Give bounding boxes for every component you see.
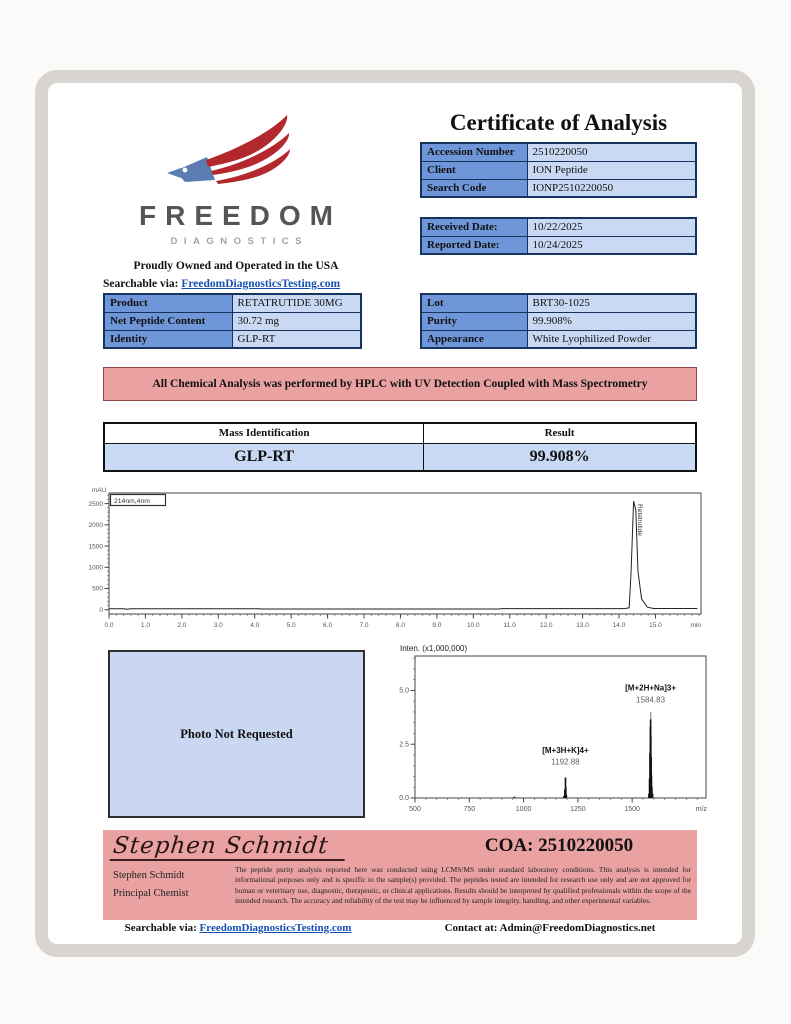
mass-identification-table	[103, 422, 697, 472]
product-table	[103, 293, 362, 349]
svg-text:Retatrutide: Retatrutide	[636, 504, 644, 536]
table-header-row	[104, 423, 696, 443]
product-label: Net Peptide Content	[104, 312, 232, 330]
svg-text:mAU: mAU	[92, 487, 107, 494]
logo-subname: DIAGNOSTICS	[170, 236, 308, 247]
svg-text:12.0: 12.0	[539, 622, 553, 629]
svg-text:14.0: 14.0	[612, 622, 626, 629]
lot-value: BRT30-1025	[527, 294, 696, 312]
date-value: 10/22/2025	[527, 218, 696, 236]
svg-text:1584.83: 1584.83	[636, 695, 666, 705]
svg-text:Inten. (x1,000,000): Inten. (x1,000,000)	[400, 644, 468, 653]
info-label: Accession Number	[421, 143, 527, 161]
product-value: RETATRUTIDE 30MG	[232, 294, 361, 312]
svg-text:750: 750	[463, 806, 476, 813]
svg-text:1250: 1250	[570, 806, 586, 813]
date-label: Received Date:	[421, 218, 527, 236]
accession-info-table	[420, 142, 697, 198]
logo-block	[110, 110, 362, 247]
mass-id-value: GLP-RT	[104, 443, 424, 471]
svg-text:0: 0	[99, 606, 103, 614]
logo-name: FREEDOM	[139, 200, 342, 231]
signer-name: Stephen Schmidt	[113, 870, 185, 881]
svg-text:1000: 1000	[88, 564, 103, 572]
searchable-link-top[interactable]: FreedomDiagnosticsTesting.com	[181, 278, 341, 290]
table-row	[421, 161, 696, 179]
svg-text:[M+2H+Na]3+: [M+2H+Na]3+	[625, 683, 677, 693]
lot-value: 99.908%	[527, 312, 696, 330]
svg-text:1500: 1500	[624, 806, 640, 813]
signature-script: Stephen Schmidt	[110, 833, 348, 861]
svg-text:10.0: 10.0	[466, 622, 480, 629]
page-title: Certificate of Analysis	[449, 110, 668, 135]
date-label: Reported Date:	[421, 236, 527, 254]
analysis-method-banner: All Chemical Analysis was performed by HPLC with UV Detection Coupled with Mass Spectrometry	[103, 367, 697, 401]
svg-text:7.0: 7.0	[359, 622, 369, 629]
svg-text:2000: 2000	[88, 522, 103, 530]
svg-text:2.0: 2.0	[177, 622, 187, 629]
footer-search-label: Searchable via:	[124, 922, 197, 934]
svg-text:2500: 2500	[88, 500, 103, 508]
chromatogram-chart	[88, 486, 704, 638]
footer-search-link[interactable]: FreedomDiagnosticsTesting.com	[199, 922, 352, 934]
svg-text:0.0: 0.0	[399, 795, 409, 803]
table-row	[421, 236, 696, 254]
table-row	[104, 294, 361, 312]
svg-text:15.0: 15.0	[649, 622, 662, 629]
table-row	[421, 143, 696, 161]
footer-contact	[393, 922, 707, 934]
info-value: IONP2510220050	[527, 179, 696, 197]
info-label: Client	[421, 161, 527, 179]
svg-text:[M+3H+K]4+: [M+3H+K]4+	[542, 745, 589, 755]
spectrum-svg	[398, 642, 710, 820]
table-row	[421, 330, 696, 348]
svg-text:214nm,4nm: 214nm,4nm	[114, 498, 150, 505]
lot-label: Appearance	[421, 330, 527, 348]
coa-number: COA: 2510220050	[484, 835, 634, 856]
svg-text:1500: 1500	[88, 543, 103, 551]
table-row	[421, 218, 696, 236]
svg-text:500: 500	[409, 806, 421, 813]
svg-text:8.0: 8.0	[395, 622, 405, 629]
svg-text:11.0: 11.0	[503, 622, 516, 629]
signature-section	[103, 830, 697, 920]
chromatogram-svg	[88, 486, 704, 638]
svg-text:min: min	[690, 622, 701, 629]
info-value: 2510220050	[527, 143, 696, 161]
footer-searchable	[83, 922, 393, 934]
footer-contact-value: Admin@FreedomDiagnostics.net	[499, 922, 656, 934]
table-row	[104, 312, 361, 330]
svg-text:5.0: 5.0	[286, 622, 296, 629]
footer-contact-label: Contact at:	[444, 922, 498, 934]
svg-text:1.0: 1.0	[140, 622, 150, 629]
lot-table	[420, 293, 697, 349]
dates-table	[420, 217, 697, 255]
product-value: 30.72 mg	[232, 312, 361, 330]
lot-label: Lot	[421, 294, 527, 312]
date-value: 10/24/2025	[527, 236, 696, 254]
searchable-line-top	[103, 278, 340, 290]
mass-id-header: Mass Identification	[104, 423, 424, 443]
svg-text:3.0: 3.0	[213, 622, 223, 629]
lot-label: Purity	[421, 312, 527, 330]
mass-spectrum-chart	[398, 642, 710, 820]
info-label: Search Code	[421, 179, 527, 197]
table-row	[104, 330, 361, 348]
svg-text:4.0: 4.0	[250, 622, 260, 629]
svg-text:1192.88: 1192.88	[551, 757, 580, 767]
signer-role: Principal Chemist	[113, 888, 189, 899]
product-label: Product	[104, 294, 232, 312]
table-row	[421, 312, 696, 330]
info-value: ION Peptide	[527, 161, 696, 179]
svg-text:1000: 1000	[515, 806, 532, 813]
product-label: Identity	[104, 330, 232, 348]
svg-text:0.0: 0.0	[104, 622, 114, 629]
photo-placeholder-box: Photo Not Requested	[108, 650, 365, 818]
svg-text:6.0: 6.0	[323, 622, 333, 629]
product-value: GLP-RT	[232, 330, 361, 348]
svg-text:5.0: 5.0	[399, 687, 409, 695]
result-header: Result	[424, 423, 696, 443]
result-value: 99.908%	[424, 443, 696, 471]
eagle-icon	[151, 110, 321, 202]
table-row	[104, 443, 696, 471]
svg-text:500: 500	[92, 585, 103, 593]
table-row	[421, 179, 696, 197]
lot-value: White Lyophilized Powder	[527, 330, 696, 348]
disclaimer-text: The peptide purity analysis reported here was conducted using LCMS/MS under standard laboratory conditions. This analysis is intended for informational purposes only and is specific to the sample(s) provided. The peptides tested are intended for research use only and are not approved for human or veterinary use, diagnostic, therapeutic, or clinical applications. Results should be interpreted by qualified professionals within the scope of the intended research. The accuracy and reliability of the test may be influenced by sample integrity, handling, and other experimental variables.	[235, 865, 691, 906]
svg-text:13.0: 13.0	[576, 622, 589, 629]
searchable-label: Searchable via:	[103, 278, 179, 290]
svg-text:2.5: 2.5	[399, 741, 409, 749]
tagline: Proudly Owned and Operated in the USA	[133, 260, 339, 272]
footer	[83, 922, 707, 934]
svg-text:m/z: m/z	[695, 806, 707, 813]
svg-text:9.0: 9.0	[432, 622, 442, 629]
table-row	[421, 294, 696, 312]
